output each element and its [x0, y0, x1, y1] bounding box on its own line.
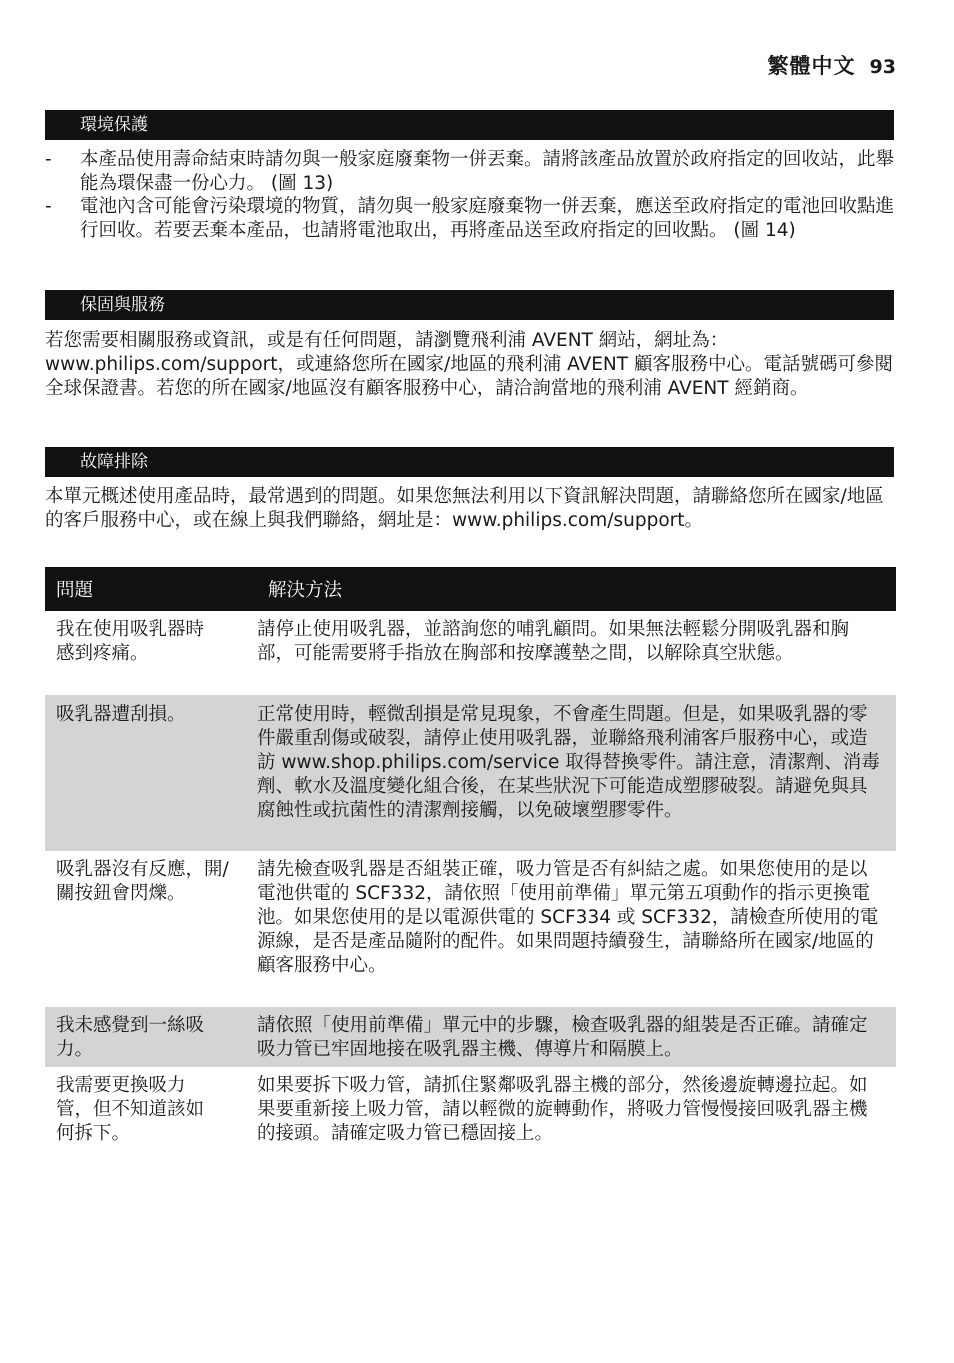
- bullet-text: 本產品使用壽命結束時請勿與一般家庭廢棄物一併丟棄。請將該產品放置於政府指定的回收站，此舉能為環保盡一份心力。 (圖 13): [80, 149, 895, 194]
- solution-cell: 請停止使用吸乳器，並諮詢您的哺乳顧問。如果無法輕鬆分開吸乳器和胸部，可能需要將手指放在胸部和按摩護墊之間，以解除真空狀態。: [257, 619, 850, 664]
- header-problem: 問題: [56, 580, 94, 601]
- troubleshooting-table: [45, 567, 896, 1157]
- language-label: 繁體中文: [767, 54, 856, 78]
- troubleshooting-paragraph: 本單元概述使用產品時，最常遇到的問題。如果您無法利用以下資訊解決問題，請聯絡您所在國家/地區的客戶服務中心，或在線上與我們聯絡，網址是：www.philips.com/support。: [45, 486, 884, 531]
- section-heading-troubleshooting: 故障排除: [45, 447, 894, 477]
- table-row: [45, 695, 896, 851]
- table-header-row: [45, 567, 896, 611]
- list-item: [45, 195, 895, 242]
- warranty-paragraph: 若您需要相關服務或資訊，或是有任何問題，請瀏覽飛利浦 AVENT 網站，網址為：www.philips.com/support，或連絡您所在國家/地區的飛利浦 AVENT 顧客服務中心。電話號碼可參閱全球保證書。若您的所在國家/地區沒有顧客服務中心，請洽詢當地的飛利浦 AVENT 經銷商。: [45, 330, 893, 399]
- solution-cell: 請依照「使用前準備」單元中的步驟，檢查吸乳器的組裝是否正確。請確定吸力管已牢固地接在吸乳器主機、傳導片和隔膜上。: [257, 1015, 868, 1060]
- table-row: [45, 611, 896, 695]
- header-solution: 解決方法: [268, 580, 343, 601]
- problem-cell: 吸乳器遭刮損。: [56, 704, 186, 725]
- table-row: [45, 851, 896, 1007]
- bullet-dash: -: [45, 149, 52, 170]
- problem-cell: 我在使用吸乳器時感到疼痛。: [56, 619, 205, 664]
- table-row: [45, 1067, 896, 1157]
- table-row: [45, 1007, 896, 1067]
- solution-cell: 如果要拆下吸力管，請抓住緊鄰吸乳器主機的部分，然後邊旋轉邊拉起。如果要重新接上吸力管，請以輕微的旋轉動作，將吸力管慢慢接回吸乳器主機的接頭。請確定吸力管已穩固接上。: [257, 1075, 868, 1144]
- bullet-dash: -: [45, 196, 52, 217]
- environment-bullet-list: [45, 148, 895, 242]
- list-item: [45, 148, 895, 195]
- problem-cell: 我需要更換吸力管，但不知道該如何拆下。: [56, 1075, 205, 1144]
- solution-cell: 請先檢查吸乳器是否組裝正確，吸力管是否有糾結之處。如果您使用的是以電池供電的 SCF332，請依照「使用前準備」單元第五項動作的指示更換電池。如果您使用的是以電源供電的 SCF334 或 SCF332，請檢查所使用的電源線，是否是產品隨附的配件。如果問題持續發生，請聯絡所在國家/地區的顧客服務中心。: [257, 859, 879, 976]
- problem-cell: 吸乳器沒有反應，開/關按鈕會閃爍。: [56, 859, 229, 904]
- section-heading-environment: 環境保護: [45, 110, 894, 140]
- problem-cell: 我未感覺到一絲吸力。: [56, 1015, 205, 1060]
- section-heading-warranty: 保固與服務: [45, 290, 894, 320]
- page-number: 93: [869, 56, 896, 78]
- solution-cell: 正常使用時，輕微刮損是常見現象，不會產生問題。但是，如果吸乳器的零件嚴重刮傷或破裂，請停止使用吸乳器，並聯絡飛利浦客戶服務中心，或造訪 www.shop.philips.com/service 取得替換零件。請注意，清潔劑、消毒劑、軟水及溫度變化組合後，在某些狀況下可能造成塑膠破裂。請避免與具腐蝕性或抗菌性的清潔劑接觸，以免破壞塑膠零件。: [257, 704, 880, 821]
- bullet-text: 電池內含可能會污染環境的物質，請勿與一般家庭廢棄物一併丟棄，應送至政府指定的電池回收點進行回收。若要丟棄本產品，也請將電池取出，再將產品送至政府指定的回收點。 (圖 14): [80, 196, 895, 241]
- page-header: [768, 50, 896, 80]
